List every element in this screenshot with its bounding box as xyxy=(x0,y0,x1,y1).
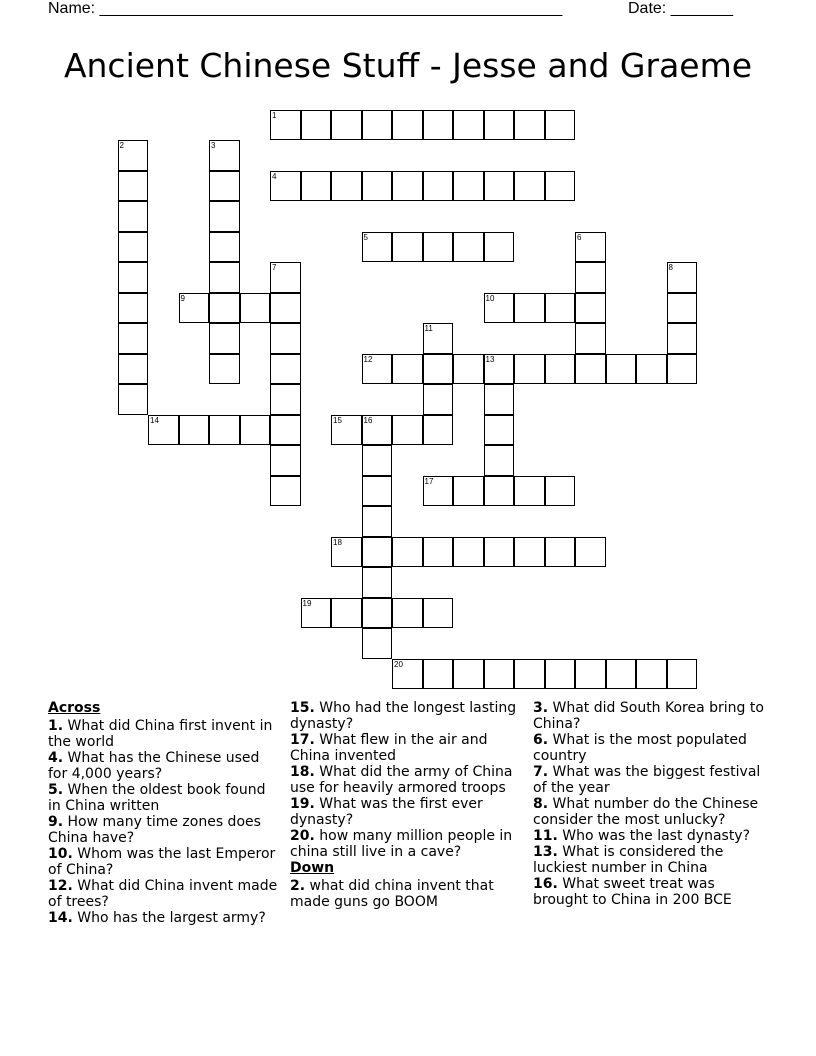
down-heading: Down xyxy=(290,860,335,876)
clue-across-12: 12. What did China invent made of trees? xyxy=(48,878,278,910)
clue-across-1: 1. What did China first invent in the world xyxy=(48,718,273,750)
crossword-cell[interactable] xyxy=(545,476,576,507)
crossword-cell[interactable] xyxy=(484,171,515,202)
crossword-cell[interactable] xyxy=(423,537,454,568)
crossword-cell[interactable] xyxy=(362,232,393,263)
crossword-cell[interactable] xyxy=(667,262,698,293)
date-field-label: Date: _______ xyxy=(628,0,733,17)
crossword-cell[interactable] xyxy=(514,476,545,507)
crossword-cell[interactable] xyxy=(362,110,393,141)
crossword-cell[interactable] xyxy=(545,354,576,385)
cell-number: 13 xyxy=(485,354,495,364)
crossword-cell[interactable] xyxy=(423,354,454,385)
crossword-cell[interactable] xyxy=(636,354,667,385)
crossword-cell[interactable] xyxy=(179,293,210,324)
crossword-cell[interactable] xyxy=(484,293,515,324)
clue-across-14: 14. Who has the largest army? xyxy=(48,910,266,926)
clues-column-3 xyxy=(533,700,765,908)
crossword-cell[interactable] xyxy=(667,354,698,385)
crossword-cell[interactable] xyxy=(209,201,240,232)
crossword-cell[interactable] xyxy=(514,293,545,324)
crossword-cell[interactable] xyxy=(392,537,423,568)
crossword-cell[interactable] xyxy=(362,537,393,568)
crossword-cell[interactable] xyxy=(240,415,271,446)
clue-down-13: 13. What is considered the luckiest number in China xyxy=(533,844,724,876)
clue-across-9: 9. How many time zones does China have? xyxy=(48,814,261,846)
crossword-cell[interactable] xyxy=(484,354,515,385)
cell-number: 1 xyxy=(272,110,277,120)
crossword-cell[interactable] xyxy=(575,354,606,385)
crossword-cell[interactable] xyxy=(362,506,393,537)
crossword-cell[interactable] xyxy=(423,384,454,415)
crossword-cell[interactable] xyxy=(667,659,698,690)
crossword-cell[interactable] xyxy=(575,659,606,690)
crossword-cell[interactable] xyxy=(331,415,362,446)
clue-down-2: 2. what did china invent that made guns go BOOM xyxy=(290,878,494,910)
clue-across-10: 10. Whom was the last Emperor of China? xyxy=(48,846,276,878)
crossword-cell[interactable] xyxy=(270,171,301,202)
crossword-cell[interactable] xyxy=(362,598,393,629)
clue-across-5: 5. When the oldest book found in China written xyxy=(48,782,266,814)
cell-number: 4 xyxy=(272,171,277,181)
crossword-cell[interactable] xyxy=(514,537,545,568)
crossword-cell[interactable] xyxy=(118,262,149,293)
crossword-cell[interactable] xyxy=(118,201,149,232)
crossword-cell[interactable] xyxy=(392,354,423,385)
name-field-label: Name: ____________________________________________________ xyxy=(48,0,563,17)
crossword-cell[interactable] xyxy=(484,384,515,415)
cell-number: 8 xyxy=(668,263,673,272)
crossword-cell[interactable] xyxy=(606,354,637,385)
crossword-cell[interactable] xyxy=(209,171,240,202)
clue-down-11: 11. Who was the last dynasty? xyxy=(533,828,751,844)
cell-number: 10 xyxy=(485,293,495,303)
crossword-cell[interactable] xyxy=(484,537,515,568)
cell-number: 20 xyxy=(394,659,403,669)
clue-down-7: 7. What was the biggest festival of the year xyxy=(533,764,761,796)
crossword-cell[interactable] xyxy=(392,415,423,446)
crossword-cell[interactable] xyxy=(270,293,301,324)
crossword-cell[interactable] xyxy=(331,598,362,629)
crossword-cell[interactable] xyxy=(209,262,240,293)
clue-across-20: 20. how many million people in china still live in a cave? xyxy=(290,828,513,860)
cell-number: 12 xyxy=(363,354,373,364)
clue-down-3: 3. What did South Korea bring to China? xyxy=(533,700,764,732)
crossword-cell[interactable] xyxy=(453,110,484,141)
crossword-cell[interactable] xyxy=(575,232,606,263)
crossword-cell[interactable] xyxy=(118,140,149,171)
crossword-cell[interactable] xyxy=(148,415,179,446)
crossword-cell[interactable] xyxy=(209,293,240,324)
crossword-cell[interactable] xyxy=(423,110,454,141)
cell-number: 7 xyxy=(272,263,277,272)
crossword-cell[interactable] xyxy=(514,110,545,141)
crossword-cell[interactable] xyxy=(118,384,149,415)
crossword-cell[interactable] xyxy=(331,537,362,568)
crossword-cell[interactable] xyxy=(270,384,301,415)
crossword-cell[interactable] xyxy=(209,232,240,263)
crossword-cell[interactable] xyxy=(484,476,515,507)
crossword-cell[interactable] xyxy=(362,354,393,385)
crossword-cell[interactable] xyxy=(545,537,576,568)
crossword-cell[interactable] xyxy=(270,445,301,476)
crossword-cell[interactable] xyxy=(453,476,484,507)
crossword-cell[interactable] xyxy=(423,659,454,690)
crossword-cell[interactable] xyxy=(270,354,301,385)
clues-column-1 xyxy=(48,700,280,926)
crossword-cell[interactable] xyxy=(514,659,545,690)
clues-column-2 xyxy=(290,700,522,910)
crossword-cell[interactable] xyxy=(636,659,667,690)
crossword-cell[interactable] xyxy=(209,140,240,171)
crossword-cell[interactable] xyxy=(392,598,423,629)
crossword-cell[interactable] xyxy=(423,232,454,263)
cell-number: 19 xyxy=(302,598,312,608)
crossword-cell[interactable] xyxy=(575,293,606,324)
crossword-cell[interactable] xyxy=(575,323,606,354)
crossword-cell[interactable] xyxy=(575,537,606,568)
clue-across-17: 17. What flew in the air and China invented xyxy=(290,732,488,764)
crossword-cell[interactable] xyxy=(514,171,545,202)
clue-down-6: 6. What is the most populated country xyxy=(533,732,747,764)
crossword-cell[interactable] xyxy=(331,171,362,202)
cell-number: 2 xyxy=(119,141,124,150)
crossword-cell[interactable] xyxy=(453,354,484,385)
crossword-cell[interactable] xyxy=(179,415,210,446)
crossword-cell[interactable] xyxy=(270,415,301,446)
cell-number: 15 xyxy=(333,415,342,425)
crossword-cell[interactable] xyxy=(362,445,393,476)
crossword-cell[interactable] xyxy=(118,293,149,324)
crossword-cell[interactable] xyxy=(392,171,423,202)
crossword-cell[interactable] xyxy=(484,659,515,690)
crossword-cell[interactable] xyxy=(270,110,301,141)
cell-number: 14 xyxy=(150,415,159,425)
clue-across-15: 15. Who had the longest lasting dynasty? xyxy=(290,700,517,732)
crossword-cell[interactable] xyxy=(484,415,515,446)
crossword-cell[interactable] xyxy=(453,171,484,202)
crossword-cell[interactable] xyxy=(392,232,423,263)
crossword-cell[interactable] xyxy=(423,171,454,202)
crossword-cell[interactable] xyxy=(514,354,545,385)
crossword-cell[interactable] xyxy=(484,445,515,476)
crossword-cell[interactable] xyxy=(331,110,362,141)
crossword-cell[interactable] xyxy=(301,171,332,202)
clue-down-8: 8. What number do the Chinese consider the most unlucky? xyxy=(533,796,759,828)
cell-number: 6 xyxy=(577,232,582,242)
crossword-cell[interactable] xyxy=(545,293,576,324)
clue-across-19: 19. What was the first ever dynasty? xyxy=(290,796,483,828)
cell-number: 16 xyxy=(363,415,373,425)
cell-number: 18 xyxy=(333,537,342,547)
crossword-cell[interactable] xyxy=(118,232,149,263)
clue-down-16: 16. What sweet treat was brought to China in 200 BCE xyxy=(533,876,732,908)
cell-number: 17 xyxy=(424,476,434,486)
crossword-cell[interactable] xyxy=(545,659,576,690)
crossword-cell[interactable] xyxy=(423,415,454,446)
crossword-cell[interactable] xyxy=(362,171,393,202)
cell-number: 5 xyxy=(363,232,368,242)
clue-across-18: 18. What did the army of China use for heavily armored troops xyxy=(290,764,513,796)
crossword-cell[interactable] xyxy=(209,323,240,354)
crossword-cell[interactable] xyxy=(362,567,393,598)
crossword-cell[interactable] xyxy=(392,659,423,690)
crossword-cell[interactable] xyxy=(453,537,484,568)
crossword-cell[interactable] xyxy=(118,354,149,385)
cell-number: 9 xyxy=(180,293,185,303)
crossword-cell[interactable] xyxy=(453,232,484,263)
crossword-cell[interactable] xyxy=(667,323,698,354)
crossword-cell[interactable] xyxy=(209,415,240,446)
crossword-cell[interactable] xyxy=(484,232,515,263)
crossword-cell[interactable] xyxy=(362,628,393,659)
crossword-cell[interactable] xyxy=(606,659,637,690)
crossword-cell[interactable] xyxy=(270,476,301,507)
crossword-cell[interactable] xyxy=(362,476,393,507)
crossword-cell[interactable] xyxy=(545,171,576,202)
crossword-cell[interactable] xyxy=(240,293,271,324)
cell-number: 3 xyxy=(211,141,216,150)
crossword-cell[interactable] xyxy=(270,262,301,293)
crossword-cell[interactable] xyxy=(118,323,149,354)
page-title: Ancient Chinese Stuff - Jesse and Graeme xyxy=(63,46,753,85)
across-heading: Across xyxy=(48,700,101,716)
crossword-cell[interactable] xyxy=(270,323,301,354)
crossword-cell[interactable] xyxy=(392,110,423,141)
crossword-cell[interactable] xyxy=(484,110,515,141)
crossword-cell[interactable] xyxy=(423,598,454,629)
crossword-cell[interactable] xyxy=(423,476,454,507)
crossword-cell[interactable] xyxy=(545,110,576,141)
crossword-cell[interactable] xyxy=(423,323,454,354)
cell-number: 11 xyxy=(424,324,433,333)
crossword-cell[interactable] xyxy=(301,598,332,629)
clue-across-4: 4. What has the Chinese used for 4,000 years? xyxy=(48,750,260,782)
crossword-cell[interactable] xyxy=(362,415,393,446)
crossword-cell[interactable] xyxy=(209,354,240,385)
crossword-cell[interactable] xyxy=(453,659,484,690)
crossword-cell[interactable] xyxy=(118,171,149,202)
crossword-cell[interactable] xyxy=(667,293,698,324)
crossword-cell[interactable] xyxy=(575,262,606,293)
crossword-cell[interactable] xyxy=(301,110,332,141)
